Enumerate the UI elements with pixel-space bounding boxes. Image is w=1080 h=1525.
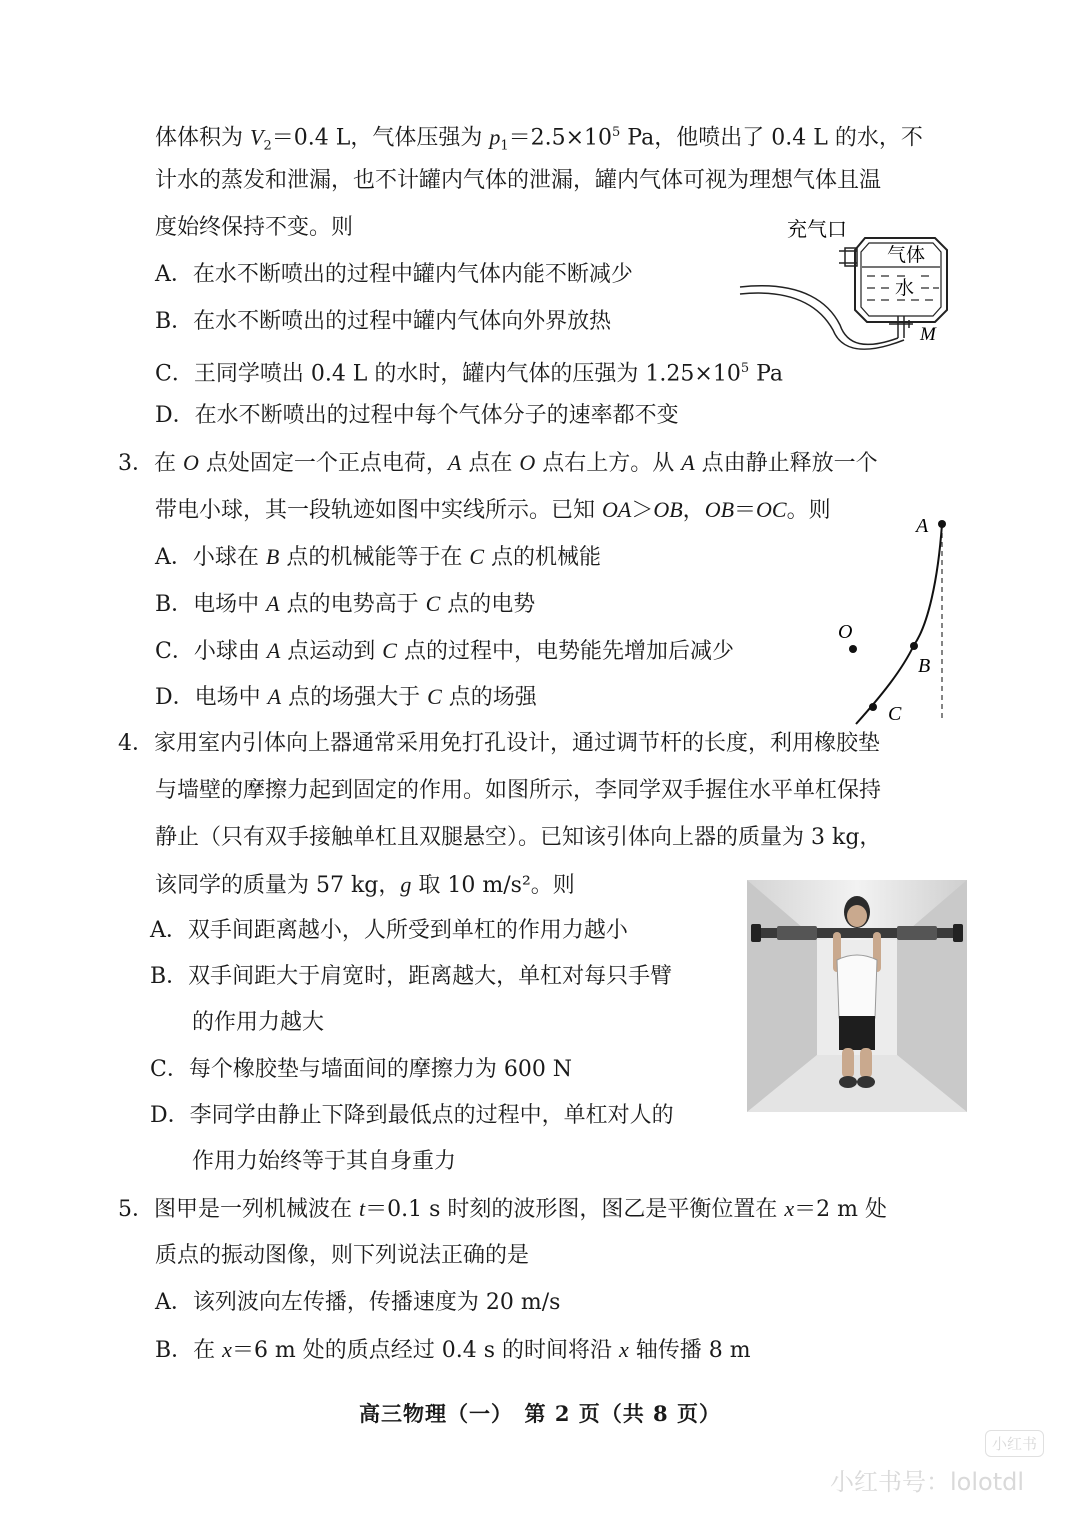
inlet-label: 充气口 <box>787 219 847 241</box>
q4-option-d-line-2: 作用力始终等于其自身重力 <box>192 1149 457 1174</box>
q3-option-d: D．电场中 A 点的场强大于 C 点的场强 <box>155 684 537 710</box>
q2-intro-line-1: 体体积为 $V_2=0.4$ L，气体压强为 $p_1=2.5\times 10^5$ Pa，他喷出了 0.4 L 的水，不 <box>155 124 923 154</box>
q2-option-c: C．王同学喷出 0.4 L 的水时，罐内气体的压强为 $1.25\times 10^5$ Pa <box>155 361 784 387</box>
q2-option-d: D．在水不断喷出的过程中每个气体分子的速率都不变 <box>155 403 679 428</box>
page-footer: 高三物理（一） 第 2 页（共 8 页） <box>359 1401 721 1426</box>
person-shirt <box>837 955 877 1018</box>
water-label: 水 <box>895 278 915 299</box>
q4-option-a: A．双手间距离越小，人所受到单杠的作用力越小 <box>150 918 628 943</box>
valve-label: M <box>920 324 936 345</box>
q4-option-b-line-2: 的作用力越大 <box>192 1010 325 1035</box>
q3-line-1: 3．在 O 点处固定一个正点电荷，A 点在 O 点右上方。从 A 点由静止释放一个 <box>118 450 878 476</box>
sprayer-diagram <box>735 210 965 360</box>
pullup-photo <box>747 880 967 1112</box>
q5-line-1: 5．图甲是一列机械波在 t＝0.1 s 时刻的波形图，图乙是平衡位置在 x＝2 m 处 <box>118 1196 888 1222</box>
point-a <box>938 520 946 528</box>
point-b <box>910 642 918 650</box>
q4-option-c: C．每个橡胶垫与墙面间的摩擦力为 600 N <box>150 1057 573 1082</box>
label-o: O <box>838 621 853 643</box>
trajectory-curve <box>856 524 942 724</box>
q4-intro-line-1: 4．家用室内引体向上器通常采用免打孔设计，通过调节杆的长度，利用橡胶垫 <box>118 731 880 756</box>
label-a: A <box>916 515 929 537</box>
trajectory-diagram <box>830 510 970 730</box>
q3-line-2: 带电小球，其一段轨迹如图中实线所示。已知 OA＞OB，OB＝OC。则 <box>155 497 831 523</box>
point-o <box>849 645 857 653</box>
q2-option-a: A．在水不断喷出的过程中罐内气体内能不断减少 <box>155 262 633 287</box>
label-b: B <box>918 655 931 677</box>
gas-label: 气体 <box>887 245 926 266</box>
q2-option-b: B．在水不断喷出的过程中罐内气体向外界放热 <box>155 309 612 334</box>
label-c: C <box>888 703 902 725</box>
q5-line-2: 质点的振动图像，则下列说法正确的是 <box>155 1243 530 1268</box>
q3-option-b: B．电场中 A 点的电势高于 C 点的电势 <box>155 591 536 617</box>
person-shorts <box>839 1016 875 1050</box>
q2-intro-line-3: 度始终保持不变。则 <box>155 215 354 240</box>
watermark-id: 小红书号：lolotdl <box>830 1468 1025 1496</box>
q4-intro-line-3: 静止（只有双手接触单杠且双腿悬空）。已知该引体向上器的质量为 3 kg， <box>155 825 882 850</box>
watermark-logo: 小红书 <box>985 1430 1044 1457</box>
q5-option-a: A．该列波向左传播，传播速度为 20 m/s <box>155 1290 561 1315</box>
q4-option-b-line-1: B．双手间距大于肩宽时，距离越大，单杠对每只手臂 <box>150 964 673 989</box>
q4-intro-line-2: 与墙壁的摩擦力起到固定的作用。如图所示，李同学双手握住水平单杠保持 <box>155 778 882 803</box>
q3-option-c: C．小球由 A 点运动到 C 点的过程中，电势能先增加后减少 <box>155 638 734 664</box>
q3-option-a: A．小球在 B 点的机械能等于在 C 点的机械能 <box>155 544 602 570</box>
q4-option-d-line-1: D．李同学由静止下降到最低点的过程中，单杠对人的 <box>150 1103 674 1128</box>
q4-intro-line-4: 该同学的质量为 57 kg，g 取 10 m/s²。则 <box>155 872 575 898</box>
q2-intro-line-2: 计水的蒸发和泄漏，也不计罐内气体的泄漏，罐内气体可视为理想气体且温 <box>155 168 882 193</box>
point-c <box>869 703 877 711</box>
q5-option-b: B．在 x＝6 m 处的质点经过 0.4 s 的时间将沿 x 轴传播 8 m <box>155 1337 751 1363</box>
hose <box>740 286 898 345</box>
